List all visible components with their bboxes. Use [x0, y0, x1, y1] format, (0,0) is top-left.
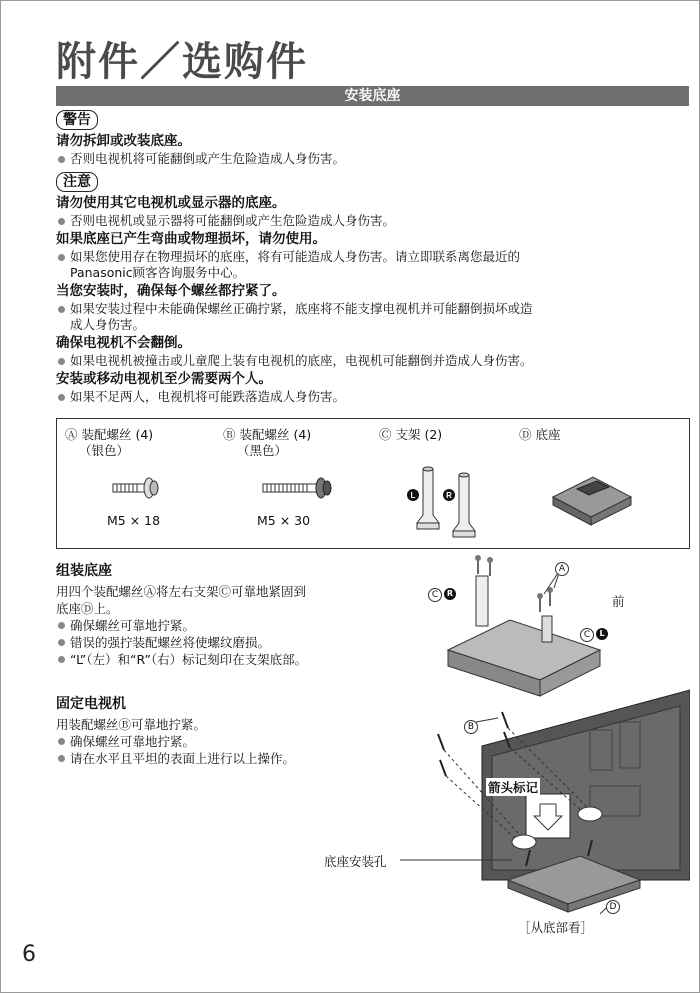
callout-d: D	[606, 900, 620, 914]
caution-bullet-3-cont: 成人身伤害。	[70, 317, 146, 332]
assemble-bullet-1: 确保螺丝可靠地拧紧。	[56, 617, 386, 634]
fix-tv-bullet-2: 请在水平且平坦的表面上进行以上操作。	[56, 750, 386, 767]
bracket-r-mark: R	[446, 491, 452, 500]
assemble-heading: 组装底座	[56, 563, 112, 579]
arrow-mark-label: 箭头标记	[488, 780, 539, 795]
assemble-bullet-3: “L”（左）和“R”（右）标记刻印在支架底部。	[56, 651, 386, 668]
caution-bullet-4: 如果电视机被撞击或儿童爬上装有电视机的底座，电视机可能翻倒并造成人身伤害。	[56, 353, 656, 369]
page-title: 附件／选购件	[56, 39, 308, 85]
caution-heading-3: 当您安装时，确保每个螺丝都拧紧了。	[56, 283, 286, 299]
page-number: 6	[22, 942, 36, 967]
part-d	[519, 427, 560, 443]
caution-heading-2: 如果底座已产生弯曲或物理损坏，请勿使用。	[56, 231, 326, 247]
caution-bullet-2: 如果您使用存在物理损坏的底座，将有可能造成人身伤害。请立即联系离您最近的	[56, 249, 656, 265]
parts-box	[56, 418, 690, 549]
bracket-l-mark: L	[410, 491, 416, 500]
fix-tv-bullet-1: 确保螺丝可靠地拧紧。	[56, 733, 386, 750]
part-d-label: Ⓓ 底座	[519, 427, 561, 442]
caution-heading-1: 请勿使用其它电视机或显示器的底座。	[56, 195, 286, 211]
bottom-view-label: ［从底部看］	[518, 920, 594, 935]
part-c-label: Ⓒ 支架 (2)	[379, 427, 443, 442]
fix-tv-section	[56, 693, 386, 767]
caution-bullet-1: 否则电视机或显示器将可能翻倒或产生危险造成人身伤害。	[56, 213, 656, 229]
front-label: 前	[612, 594, 625, 609]
caution-bullet-2-cont: Panasonic顾客咨询服务中心。	[70, 265, 246, 280]
base-icon	[547, 471, 637, 531]
screw-b-icon	[261, 477, 335, 499]
assembly-illustration	[400, 550, 690, 940]
fix-tv-heading: 固定电视机	[56, 696, 126, 712]
assemble-text-2: 底座Ⓓ上。	[56, 601, 119, 616]
warning-badge: 警告	[56, 110, 98, 130]
section-header: 安装底座	[56, 86, 689, 106]
callout-b: B	[464, 720, 478, 734]
assemble-bullet-2: 错误的强拧装配螺丝将使螺纹磨损。	[56, 634, 386, 651]
screw-b-size: M5 × 30	[257, 513, 311, 528]
caution-bullet-3: 如果安装过程中未能确保螺丝正确拧紧，底座将不能支撑电视机并可能翻倒损坏或造	[56, 301, 656, 317]
callout-a: A	[555, 562, 569, 576]
screw-a-icon	[111, 477, 161, 499]
screw-a-size: M5 × 18	[107, 513, 161, 528]
fix-tv-text: 用装配螺丝Ⓑ可靠地拧紧。	[56, 717, 207, 732]
mount-hole-label: 底座安装孔	[324, 854, 387, 869]
warning-bullet: 否则电视机将可能翻倒或产生危险造成人身伤害。	[56, 151, 656, 167]
callout-l: L	[596, 628, 608, 640]
caution-badge: 注意	[56, 172, 98, 192]
assemble-section	[56, 560, 386, 668]
callout-r: R	[444, 588, 456, 600]
callout-c-left: C	[428, 588, 442, 602]
part-b-color: （黑色）	[237, 443, 288, 458]
caution-heading-4: 确保电视机不会翻倒。	[56, 335, 191, 351]
safety-text	[56, 108, 656, 405]
assemble-text-1: 用四个装配螺丝Ⓐ将左右支架Ⓒ可靠地紧固到	[56, 584, 307, 599]
part-c	[379, 427, 442, 443]
warning-heading: 请勿拆卸或改装底座。	[56, 133, 191, 149]
bracket-icon	[403, 457, 499, 545]
assembly-diagram	[324, 550, 690, 940]
callout-c-right: C	[580, 628, 594, 642]
part-a-color: （银色）	[79, 443, 130, 458]
part-b-label: Ⓑ 装配螺丝 (4)	[223, 427, 312, 442]
caution-bullet-5: 如果不足两人，电视机将可能跌落造成人身伤害。	[56, 389, 656, 405]
caution-heading-5: 安装或移动电视机至少需要两个人。	[56, 371, 272, 387]
part-a	[65, 427, 153, 459]
part-b	[223, 427, 311, 459]
part-a-label: Ⓐ 装配螺丝 (4)	[65, 427, 154, 442]
